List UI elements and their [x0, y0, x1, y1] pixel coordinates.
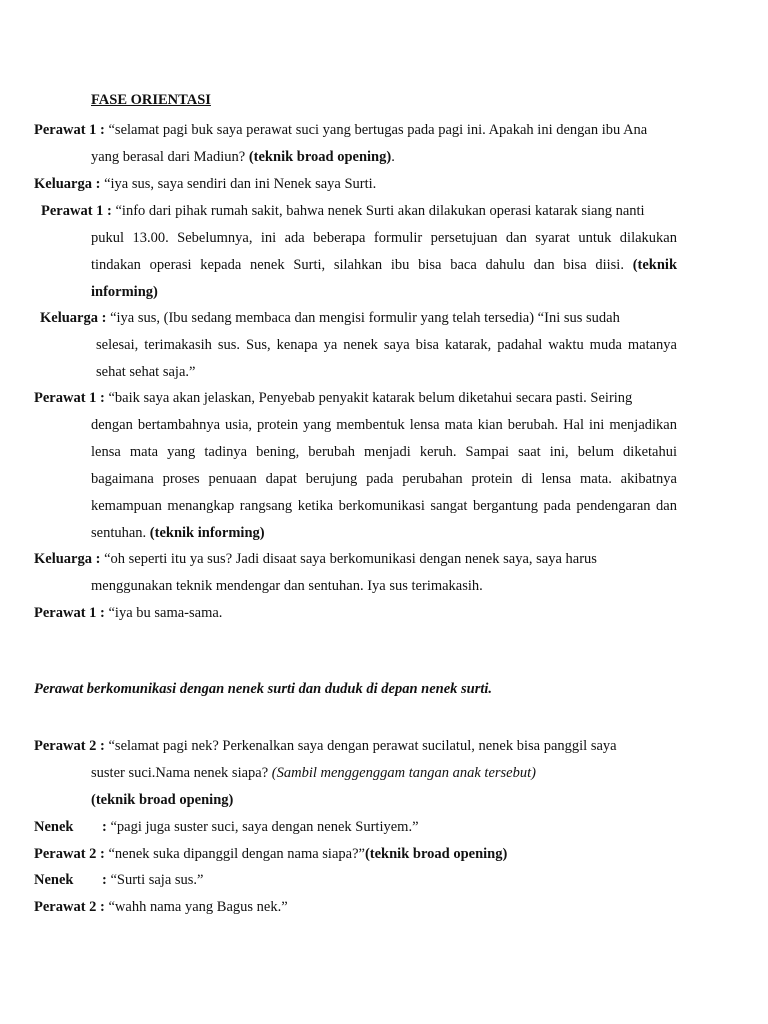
- speaker-label: Perawat 1 :: [41, 203, 112, 219]
- dialogue-text: “nenek suka dipanggil dengan nama siapa?”: [108, 846, 365, 862]
- speaker-label: Nenek: [34, 872, 74, 888]
- speaker-label: Perawat 2 :: [34, 846, 105, 862]
- dialogue-text: “info dari pihak rumah sakit, bahwa nenek Surti akan dilakukan operasi katarak siang nanti: [115, 203, 645, 219]
- dialogue-entry: [34, 894, 677, 921]
- dialogue-entry: [34, 841, 677, 868]
- dialogue-entry: [34, 814, 677, 841]
- dialogue-text: “wahh nama yang Bagus nek.”: [108, 899, 288, 915]
- dialogue-text: “selamat pagi buk saya perawat suci yang bertugas pada pagi ini. Apakah ini dengan ibu Ana: [108, 122, 648, 138]
- dialogue-entry: [34, 117, 677, 171]
- dialogue-text: “iya bu sama-sama.: [108, 605, 223, 621]
- punctuation: .: [391, 149, 395, 165]
- technique-tag: (teknik broad opening): [91, 792, 234, 808]
- technique-tag: (teknik broad opening): [248, 149, 392, 165]
- dialogue-entry: [34, 305, 677, 386]
- dialogue-entry: [34, 385, 677, 547]
- action-note: (Sambil menggenggam tangan anak tersebut): [271, 765, 536, 781]
- dialogue-entry: [34, 733, 677, 814]
- dialogue-text: “selamat pagi nek? Perkenalkan saya dengan perawat sucilatul, nenek bisa panggil saya: [108, 738, 617, 754]
- speaker-label: Perawat 1 :: [34, 390, 105, 406]
- speaker-label: Keluarga :: [34, 551, 101, 567]
- speaker-label: Perawat 1 :: [34, 605, 105, 621]
- speaker-colon: :: [102, 819, 107, 835]
- dialogue-text: “pagi juga suster suci, saya dengan nenek Surtiyem.”: [110, 819, 419, 835]
- dialogue-text: “oh seperti itu ya sus? Jadi disaat saya berkomunikasi dengan nenek saya, saya harus: [104, 551, 597, 567]
- dialogue-text: pukul 13.00. Sebelumnya, ini ada beberapa formulir persetujuan dan syarat untuk dilakukan tindakan operasi kepada nenek Surti, silahkan ibu bisa baca dahulu dan bisa diisi.: [91, 230, 677, 273]
- dialogue-text: “iya sus, saya sendiri dan ini Nenek saya Surti.: [104, 176, 377, 192]
- dialogue-text: “Surti saja sus.”: [110, 872, 204, 888]
- speaker-label: Keluarga :: [40, 310, 107, 326]
- speaker-colon: :: [102, 872, 107, 888]
- dialogue-text: yang berasal dari Madiun?: [91, 149, 246, 165]
- stage-direction: Perawat berkomunikasi dengan nenek surti dan duduk di depan nenek surti.: [34, 681, 493, 697]
- dialogue-text: suster suci.Nama nenek siapa?: [91, 765, 269, 781]
- speaker-label: Keluarga :: [34, 176, 101, 192]
- speaker-label: Perawat 1 :: [34, 122, 105, 138]
- speaker-label: Perawat 2 :: [34, 899, 105, 915]
- technique-tag: (teknik informing): [91, 257, 678, 300]
- dialogue-entry: [34, 867, 677, 894]
- dialogue-entry: [34, 171, 677, 198]
- dialogue-text: selesai, terimakasih sus. Sus, kenapa ya nenek saya bisa katarak, padahal waktu muda matanya sehat sehat saja.”: [96, 337, 677, 380]
- dialogue-text: “iya sus, (Ibu sedang membaca dan mengisi formulir yang telah tersedia) “Ini sus sudah: [110, 310, 620, 326]
- speaker-label: Nenek: [34, 819, 74, 835]
- dialogue-entry: [34, 198, 677, 306]
- dialogue-entry: [34, 600, 677, 627]
- dialogue-entry: [34, 546, 677, 600]
- technique-tag: (teknik broad opening): [364, 846, 508, 862]
- section-heading: FASE ORIENTASI: [91, 92, 211, 108]
- dialogue-text: “baik saya akan jelaskan, Penyebab penyakit katarak belum diketahui secara pasti. Seiring: [108, 390, 633, 406]
- technique-tag: (teknik informing): [149, 525, 265, 541]
- dialogue-text: menggunakan teknik mendengar dan sentuhan. Iya sus terimakasih.: [91, 578, 483, 594]
- dialogue-text: dengan bertambahnya usia, protein yang membentuk lensa mata kian berubah. Hal ini menjadikan lensa mata yang tadinya bening, berubah menjadi keruh. Sampai saat ini, belum diketahui bagaimana proses penuaan dapat berujung pada perubahan protein di lensa mata. akibatnya kemampuan menangkap rangsang ketika berkomunikasi sangat bergantung pada pendengaran dan sentuhan.: [91, 417, 677, 541]
- speaker-label: Perawat 2 :: [34, 738, 105, 754]
